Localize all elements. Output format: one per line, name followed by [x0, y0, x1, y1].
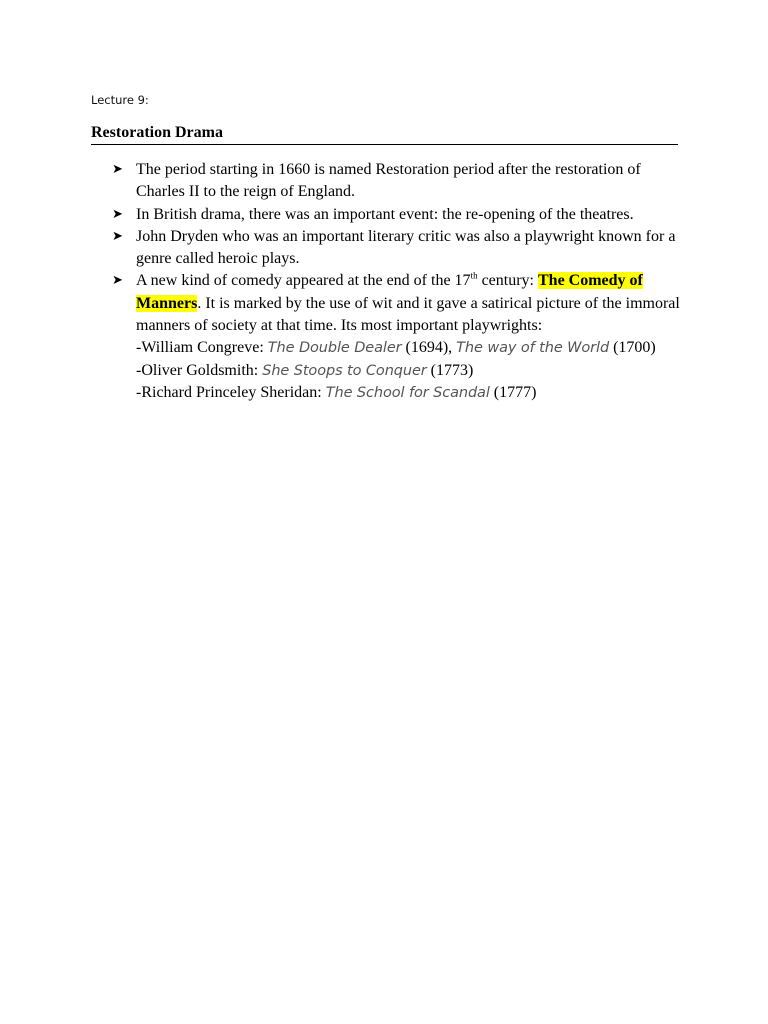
- work-year: (1694),: [401, 339, 457, 357]
- bullet-item-1: [110, 159, 685, 204]
- bullet-intro-after: century:: [477, 272, 538, 290]
- work-title: The Double Dealer: [267, 340, 402, 357]
- arrow-bullet-icon: ➤: [112, 228, 123, 244]
- bullet-text: John Dryden who was an important literary critic was also a playwright known for a genre called heroic plays.: [136, 227, 676, 268]
- bullet-rest: . It is marked by the use of wit and it gave a satirical picture of the immoral manners of society at that time. Its most important playwrights:: [136, 294, 680, 335]
- arrow-bullet-icon: ➤: [112, 273, 123, 289]
- bullet-text: In British drama, there was an important event: the re-opening of the theatres.: [136, 205, 634, 223]
- playwright-name: -Richard Princeley Sheridan:: [136, 383, 326, 401]
- bullet-list: [110, 159, 685, 404]
- bullet-item-4: [110, 270, 685, 404]
- work-year: (1777): [489, 383, 537, 401]
- playwright-line: [136, 382, 685, 404]
- arrow-bullet-icon: ➤: [112, 162, 123, 177]
- arrow-bullet-icon: ➤: [112, 206, 123, 222]
- bullet-text: The period starting in 1660 is named Restoration period after the restoration of Charles II to the reign of England.: [136, 161, 641, 201]
- ordinal-suffix: th: [470, 271, 478, 282]
- work-year: (1700): [609, 339, 656, 357]
- lecture-label: Lecture 9:: [91, 93, 149, 107]
- work-year: (1773): [426, 361, 474, 379]
- playwright-line: [136, 360, 685, 382]
- section-heading: Restoration Drama: [91, 124, 678, 145]
- work-title: She Stoops to Conquer: [262, 362, 427, 379]
- bullet-item-2: [110, 204, 685, 226]
- work-title: The School for Scandal: [325, 384, 490, 401]
- bullet-intro: A new kind of comedy appeared at the end of the 17: [136, 272, 471, 290]
- playwright-name: -Oliver Goldsmith:: [136, 361, 263, 379]
- highlighted-term: The Comedy of Manners: [136, 272, 643, 312]
- work-title: The way of the World: [456, 340, 610, 357]
- playwright-line: [136, 337, 685, 359]
- playwright-name: -William Congreve:: [136, 339, 268, 357]
- bullet-item-3: [110, 226, 685, 271]
